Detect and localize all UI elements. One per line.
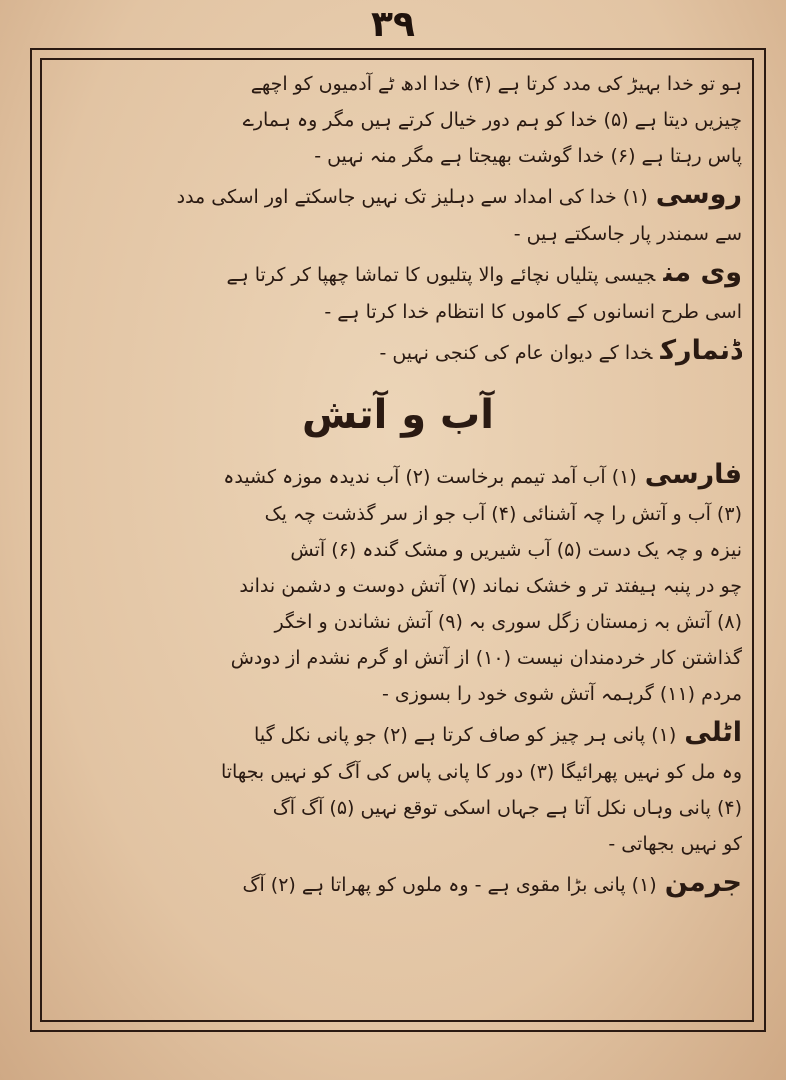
line-text: پاس رہتا ہے (۶) خدا گوشت بھیجتا ہے مگر منہ نہیں -	[314, 145, 742, 167]
line-text: سے سمندر پار جاسکتے ہیں -	[513, 223, 742, 245]
language-label: روسی	[655, 179, 742, 210]
line-text: (۱) آب آمد تیمم برخاست (۲) آب ندیدہ موزہ کشیدہ	[223, 466, 637, 488]
line-text: نیزہ و چہ یک دست (۵) آب شیریں و مشک گندہ (۶) آتش	[290, 539, 742, 561]
text-line	[54, 252, 742, 294]
text-line	[54, 754, 742, 790]
text-line	[54, 862, 742, 904]
language-label: ڈنمارک	[660, 335, 742, 366]
text-line	[54, 676, 742, 712]
line-text: (۱) پانی بڑا مقوی ہے - وہ ملوں کو پھراتا ہے (۲) آگ	[242, 874, 657, 896]
text-line	[54, 532, 742, 568]
text-line	[54, 712, 742, 754]
text-line	[54, 216, 742, 252]
language-label: وی من	[663, 257, 742, 288]
text-line	[54, 496, 742, 532]
line-text: چیزیں دیتا ہے (۵) خدا کو ہم دور خیال کرتے ہیں مگر وہ ہمارے	[242, 109, 742, 131]
line-text: مردم (۱۱) گرہمہ آتش شوی خود را بسوزی -	[381, 683, 742, 705]
line-text: (۳) آب و آتش را چہ آشنائی (۴) آب جو از سر گذشت چہ یک	[264, 503, 742, 525]
section-heading: آب و آتش	[302, 392, 494, 438]
text-line	[54, 604, 742, 640]
text-line	[54, 790, 742, 826]
line-text: جیسی پتلیاں نچائے والا پتلیوں کا تماشا چھپا کر کرتا ہے	[226, 264, 656, 286]
text-line	[54, 138, 742, 174]
line-text: ہو تو خدا بہیڑ کی مدد کرتا ہے (۴) خدا ادھ ٹے آدمیوں کو اچھے	[250, 73, 742, 95]
page-number: ۳۹	[371, 4, 415, 45]
line-text: (۸) آتش بہ زمستان زگل سوری بہ (۹) آتش نشاندن و اخگر	[274, 611, 742, 633]
language-label: اٹلی	[684, 717, 742, 748]
section-god-proverbs	[54, 66, 742, 372]
line-text: گذاشتن کار خردمندان نیست (۱۰) از آتش او گرم نشدم از دودش	[230, 647, 742, 669]
text-line	[54, 294, 742, 330]
line-text: وہ مل کو نہیں پھرائیگا (۳) دور کا پانی پاس کی آگ کو نہیں بجھاتا	[220, 761, 742, 783]
page-content	[54, 66, 742, 904]
text-line	[54, 826, 742, 862]
text-line	[54, 640, 742, 676]
line-text: (۱) خدا کی امداد سے دہلیز تک نہیں جاسکتے اور اسکی مدد	[176, 186, 648, 208]
line-text: (۱) پانی ہر چیز کو صاف کرتا ہے (۲) جو پانی نکل گیا	[254, 724, 677, 746]
line-text: اسی طرح انسانوں کے کاموں کا انتظام خدا کرتا ہے -	[324, 301, 742, 323]
text-line	[54, 330, 742, 372]
text-line	[54, 174, 742, 216]
section-water-fire-proverbs	[54, 454, 742, 904]
text-line	[54, 102, 742, 138]
line-text: چو در پنبہ ہیفتد تر و خشک نماند (۷) آتش دوست و دشمن نداند	[239, 575, 742, 597]
line-text: کو نہیں بجھاتی -	[608, 833, 742, 855]
language-label: فارسی	[644, 459, 742, 490]
language-label: جرمن	[664, 867, 742, 898]
text-line	[54, 454, 742, 496]
line-text: خدا کے دیوان عام کی کنجی نہیں -	[379, 342, 653, 364]
line-text: (۴) پانی وہاں نکل آتا ہے جہاں اسکی توقع نہیں (۵) آگ آگ	[272, 797, 742, 819]
text-line	[54, 66, 742, 102]
text-line	[54, 568, 742, 604]
